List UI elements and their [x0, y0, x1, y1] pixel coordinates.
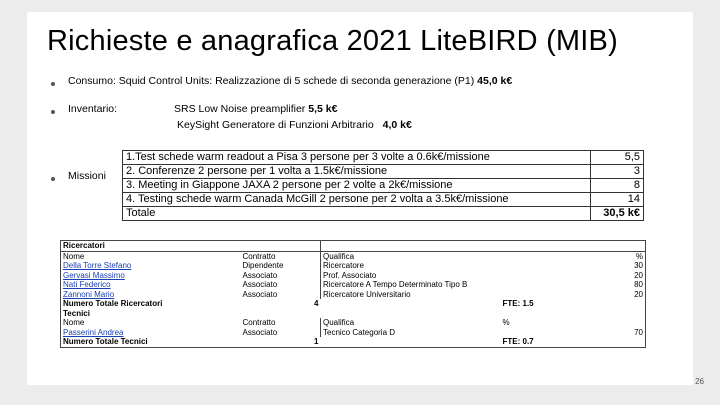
researcher-link[interactable]: Nati Federico — [63, 280, 111, 289]
qualification-cell: Prof. Associato — [321, 271, 501, 281]
technician-link[interactable]: Passerini Andrea — [63, 327, 124, 337]
consumo-line — [68, 75, 512, 87]
slide — [27, 12, 693, 385]
mission-text: 4. Testing schede warm Canada McGill 2 persone per 2 volta a 3.5k€/missione — [123, 193, 591, 207]
inventario-item: KeySight Generatore di Funzioni Arbitrario 4,0 k€ — [177, 119, 412, 131]
researchers-header: Ricercatori — [61, 241, 241, 252]
consumo-amount: 45,0 k€ — [477, 75, 513, 87]
inventario-item: SRS Low Noise preamplifier 5,5 k€ — [174, 103, 338, 115]
table-row — [61, 261, 646, 271]
mission-total-label: Totale — [123, 207, 591, 221]
column-header: Contratto — [242, 251, 276, 261]
column-header: Nome — [63, 318, 85, 327]
table-row — [123, 179, 644, 193]
staff-table — [60, 240, 646, 348]
inventario-label: Inventario: — [68, 103, 118, 115]
percent-cell: 70 — [634, 327, 643, 337]
table-row — [123, 165, 644, 179]
page-number: 26 — [695, 377, 704, 386]
mission-value: 3 — [591, 165, 644, 179]
percent-cell: 20 — [634, 270, 643, 280]
table-row — [61, 280, 646, 290]
table-row — [61, 328, 646, 338]
column-header: Contratto — [242, 318, 276, 327]
mission-text: 3. Meeting in Giappone JAXA 2 persone per 2 volte a 2k€/missione — [123, 179, 591, 193]
contract-cell: Associato — [242, 327, 278, 337]
table-row — [123, 207, 644, 221]
mission-text: 1.Test schede warm readout a Pisa 3 persone per 3 volte a 0.6k€/missione — [123, 151, 591, 165]
qualification-cell: Tecnico Categoria D — [321, 328, 501, 338]
column-header: Nome — [63, 251, 85, 261]
technicians-total-label: Numero Totale Tecnici — [63, 337, 148, 346]
table-row — [61, 309, 646, 319]
technicians-fte: FTE: 0.7 — [502, 337, 534, 346]
contract-cell: Associato — [242, 280, 278, 289]
table-row — [61, 290, 646, 300]
mission-value: 14 — [591, 193, 644, 207]
percent-cell: 30 — [634, 261, 643, 270]
percent-cell: 20 — [634, 289, 643, 299]
slide-title: Richieste e anagrafica 2021 LiteBIRD (MIB) — [47, 25, 618, 57]
qualification-cell: Ricercatore — [321, 261, 501, 271]
table-row — [61, 271, 646, 281]
researcher-link[interactable]: Della Torre Stefano — [63, 261, 132, 270]
table-row — [61, 318, 646, 328]
mission-text: 2. Conferenze 2 persone per 1 volta a 1.5k€/missione — [123, 165, 591, 179]
researcher-link[interactable]: Gervasi Massimo — [63, 270, 125, 280]
inventario-amount: 4,0 k€ — [382, 119, 412, 131]
consumo-label: Consumo: Squid Control Units: Realizzazione di 5 schede di seconda generazione (P1) — [68, 75, 475, 87]
contract-cell: Associato — [242, 289, 278, 299]
bullet-dot — [51, 177, 55, 181]
mission-total-value: 30,5 k€ — [591, 207, 644, 221]
technicians-total-count: 1 — [314, 337, 319, 346]
column-header: % — [635, 251, 643, 261]
researcher-link[interactable]: Zannoni Mario — [63, 289, 115, 299]
percent-cell: 80 — [634, 280, 643, 289]
table-row — [123, 193, 644, 207]
table-row — [61, 241, 646, 252]
bullet-dot — [51, 82, 55, 86]
column-header: Qualifica — [321, 251, 501, 261]
missioni-label: Missioni — [68, 170, 106, 182]
table-row — [61, 299, 646, 309]
researchers-total-label: Numero Totale Ricercatori — [63, 299, 163, 308]
qualification-cell: Ricercatore A Tempo Determinato Tipo B — [321, 280, 501, 290]
contract-cell: Dipendente — [242, 261, 284, 270]
contract-cell: Associato — [242, 270, 278, 280]
table-row — [123, 151, 644, 165]
table-row — [61, 251, 646, 261]
mission-value: 5,5 — [591, 151, 644, 165]
missions-table — [122, 150, 644, 221]
researchers-fte: FTE: 1.5 — [502, 299, 534, 308]
table-row — [61, 337, 646, 347]
researchers-total-count: 4 — [314, 299, 319, 308]
bullet-dot — [51, 110, 55, 114]
column-header: % — [502, 318, 510, 327]
inventario-amount: 5,5 k€ — [308, 103, 338, 115]
qualification-cell: Ricercatore Universitario — [321, 290, 501, 300]
technicians-header: Tecnici — [63, 308, 90, 318]
column-header: Qualifica — [321, 318, 501, 328]
mission-value: 8 — [591, 179, 644, 193]
